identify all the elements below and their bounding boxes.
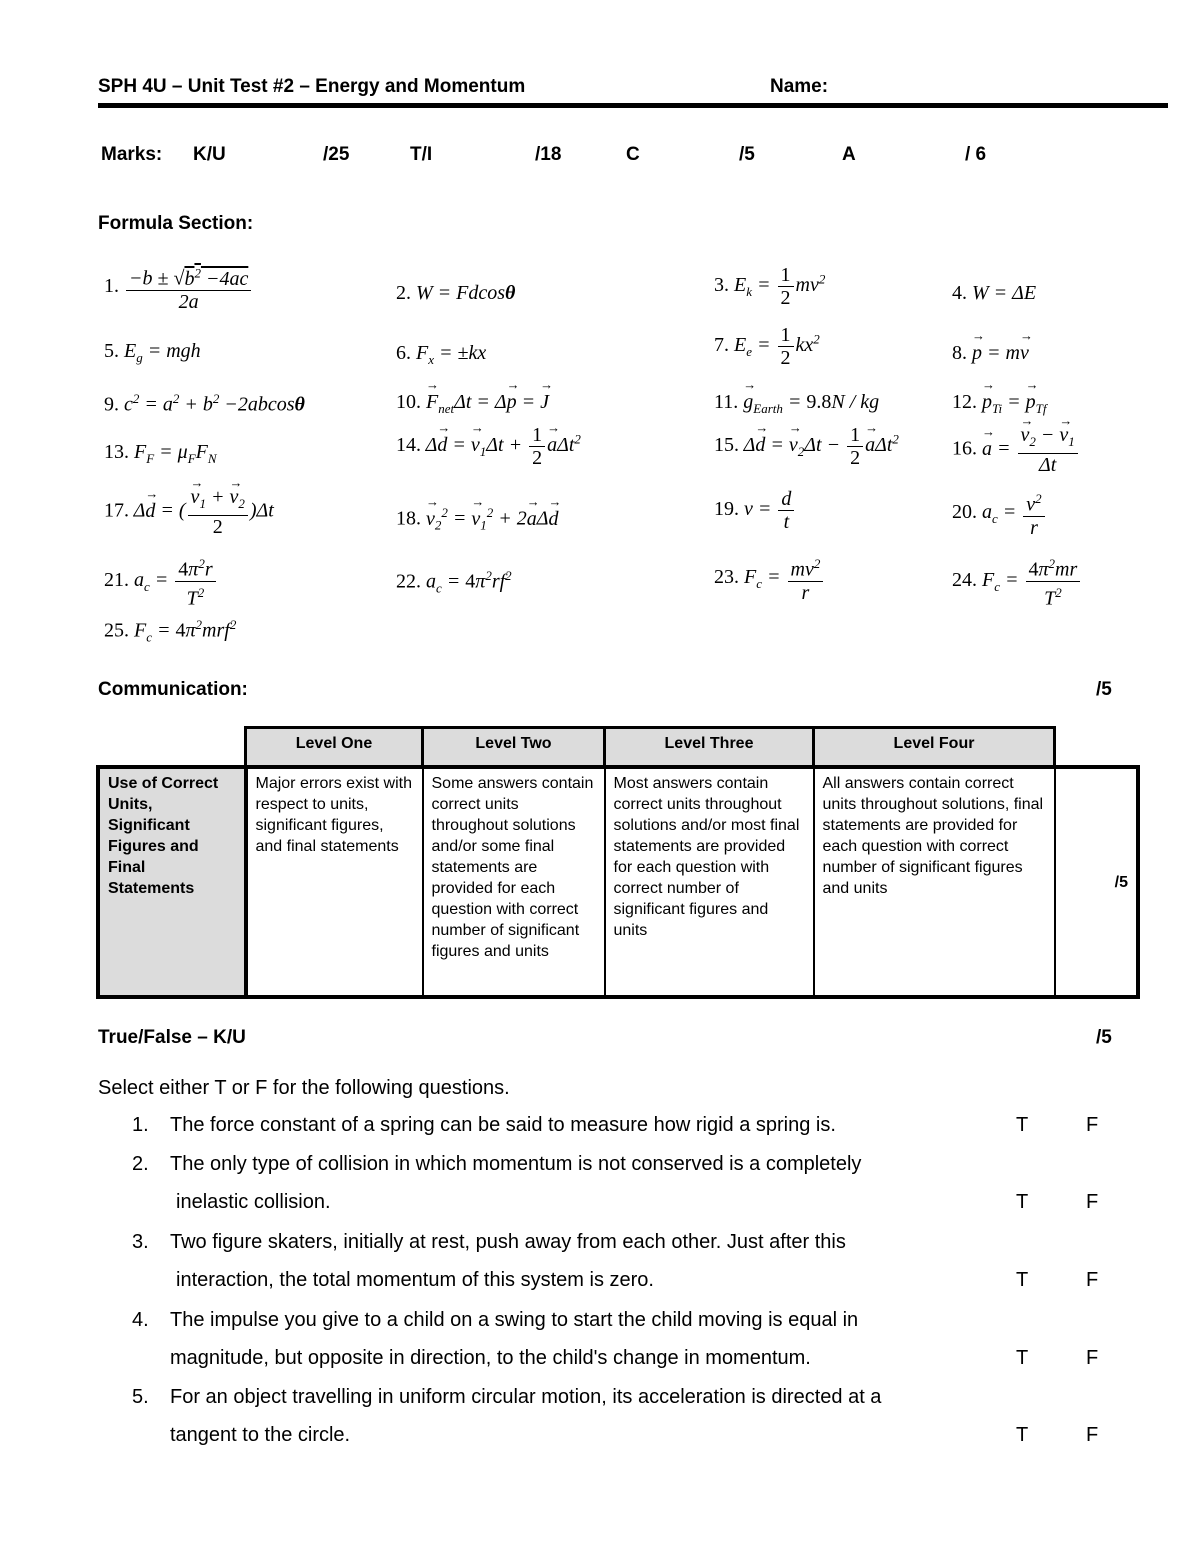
formula-number: 17. xyxy=(104,499,129,522)
formula-13: 13. $F_F = \mu_FF_N$ xyxy=(104,441,217,466)
communication-total: /5 xyxy=(1096,679,1112,700)
formula-3: 3. $E_k$ = $\frac{1}{2}$ $mv^2$ xyxy=(714,264,826,309)
formula-number: 4. xyxy=(952,282,967,304)
true-option[interactable]: T xyxy=(1016,1269,1029,1291)
true-option[interactable]: T xyxy=(1016,1347,1029,1369)
formula-heading: Formula Section: xyxy=(98,213,254,234)
rubric-descriptor-four: All answers contain correct units throughout solutions, final statements are provided for each question with correct number of significant figures and units xyxy=(814,767,1055,997)
communication-rubric xyxy=(96,726,1140,999)
question-text-continued: tangent to the circle. xyxy=(170,1424,351,1446)
formula-18: 18. $v \to_2^2 = v \to_1^2 + 2a \to\Delta d$ → xyxy=(396,505,559,534)
communication-heading: Communication: xyxy=(98,679,248,700)
question-text-continued: interaction, the total momentum of this system is zero. xyxy=(176,1269,654,1291)
formula-number: 15. xyxy=(714,434,739,457)
question-text: Two figure skaters, initially at rest, push away from each other. Just after this xyxy=(170,1231,846,1253)
formula-5: 5. $E_g$ = mgh xyxy=(104,340,201,365)
question-text: The force constant of a spring can be said to measure how rigid a spring is. xyxy=(170,1114,836,1136)
formula-number: 8. xyxy=(952,342,967,364)
question-number: 4. xyxy=(132,1309,149,1331)
formula-22: 22. $a_c = 4\pi^2rf^2$ xyxy=(396,568,512,596)
false-option[interactable]: F xyxy=(1086,1347,1099,1369)
question-text: The impulse you give to a child on a swing to start the child moving is equal in xyxy=(170,1309,859,1331)
rubric-level-one: Level One xyxy=(246,728,423,768)
rubric-level-two: Level Two xyxy=(423,728,605,768)
formula-number: 25. xyxy=(104,619,129,642)
question-number: 2. xyxy=(132,1153,149,1175)
formula-1: 1. $\frac{-b \pm √b^2 -4ac}{2a}$ xyxy=(104,262,253,313)
page-title: SPH 4U – Unit Test #2 – Energy and Momentum xyxy=(98,76,526,97)
formula-20: 20. $a_c$ = $\frac{v^2}{r}$ xyxy=(952,488,1047,539)
rubric-level-three: Level Three xyxy=(605,728,814,768)
formula-2: 2. W = Fdcosθ xyxy=(396,282,516,304)
name-label: Name: xyxy=(770,76,829,97)
formula-number: 5. xyxy=(104,340,119,362)
formula-number: 6. xyxy=(396,342,411,364)
true-option[interactable]: T xyxy=(1016,1424,1029,1446)
formula-14: 14. Δd → = $v \to_1\Delta t$ + $\frac{1}{2}$ $a \to\Delta t^2$ xyxy=(396,424,581,469)
formula-11: 11. $g \to_{Earth} = 9.8N$ / kg xyxy=(714,391,879,417)
rubric-descriptor-one: Major errors exist with respect to units, significant figures, and final statements xyxy=(246,767,423,997)
question-number: 5. xyxy=(132,1386,149,1408)
formula-number: 12. xyxy=(952,391,977,413)
formula-number: 1. xyxy=(104,274,119,297)
formula-number: 14. xyxy=(396,434,421,457)
formula-number: 13. xyxy=(104,441,129,463)
formula-number: 24. xyxy=(952,568,977,591)
formula-number: 23. xyxy=(714,565,739,588)
marks-label: Marks: xyxy=(101,144,163,165)
question-number: 3. xyxy=(132,1231,149,1253)
true-option[interactable]: T xyxy=(1016,1114,1029,1136)
formula-17: 17. Δd → = ( $\frac{v \to_1 + v \to_2}{2}$ )Δt xyxy=(104,486,274,538)
formula-number: 22. xyxy=(396,570,421,593)
formula-number: 18. xyxy=(396,507,421,530)
formula-number: 9. xyxy=(104,393,119,416)
false-option[interactable]: F xyxy=(1086,1269,1099,1291)
formula-21: 21. $a_c$ = $\frac{4\pi^2r}{T^2}$ xyxy=(104,553,218,609)
marks-a-total: / 6 xyxy=(965,144,987,165)
formula-number: 3. xyxy=(714,274,729,297)
formula-number: 16. xyxy=(952,437,977,460)
question-text: The only type of collision in which momentum is not conserved is a completely xyxy=(170,1153,862,1175)
formula-8: 8. p → = mv → xyxy=(952,342,1029,365)
rubric-descriptor-two: Some answers contain correct units throughout solutions and/or some final statements are provided for each question with correct number of significant figures and units xyxy=(423,767,605,997)
formula-7: 7. $E_e$ = $\frac{1}{2}$ $kx^2$ xyxy=(714,324,820,369)
rubric-level-four: Level Four xyxy=(814,728,1055,768)
formula-number: 2. xyxy=(396,282,411,304)
rubric-row-total: /5 xyxy=(1055,767,1139,997)
marks-ku-label: K/U xyxy=(193,144,226,165)
question-number: 1. xyxy=(132,1114,149,1136)
formula-number: 21. xyxy=(104,568,129,591)
question-text: For an object travelling in uniform circular motion, its acceleration is directed at a xyxy=(170,1386,882,1408)
true-false-instruction: Select either T or F for the following questions. xyxy=(98,1077,510,1099)
true-false-total: /5 xyxy=(1096,1027,1112,1048)
question-text-continued: magnitude, but opposite in direction, to the child's change in momentum. xyxy=(170,1347,811,1369)
formula-23: 23. $F_c$ = $\frac{mv^2}{r}$ xyxy=(714,553,825,604)
formula-10: 10. $F \to_{net}\Delta t = \Delta p$ → = J → xyxy=(396,391,549,417)
formula-12: 12. $p \to_{Ti} = p \to_{Tf}$ xyxy=(952,391,1046,417)
marks-ti-total: /18 xyxy=(535,144,562,165)
true-false-heading: True/False – K/U xyxy=(98,1027,246,1048)
formula-4: 4. W = ΔE xyxy=(952,282,1037,304)
rubric-descriptor-three: Most answers contain correct units throughout solutions and/or most final statements are provided for each question with correct number of significant figures and units xyxy=(605,767,814,997)
formula-25: 25. $F_c = 4\pi^2mrf^2$ xyxy=(104,617,237,645)
formula-number: 20. xyxy=(952,500,977,523)
formula-24: 24. $F_c$ = $\frac{4\pi^2mr}{T^2}$ xyxy=(952,553,1082,609)
marks-c-label: C xyxy=(626,144,640,165)
false-option[interactable]: F xyxy=(1086,1424,1099,1446)
marks-ku-total: /25 xyxy=(323,144,350,165)
formula-number: 7. xyxy=(714,334,729,357)
formula-number: 11. xyxy=(714,391,739,413)
false-option[interactable]: F xyxy=(1086,1114,1099,1136)
question-text-continued: inelastic collision. xyxy=(176,1191,331,1213)
rubric-criterion: Use of Correct Units, Significant Figures and Final Statements xyxy=(98,767,246,997)
marks-c-total: /5 xyxy=(739,144,755,165)
marks-a-label: A xyxy=(842,144,856,165)
header-rule xyxy=(98,103,1168,108)
formula-number: 19. xyxy=(714,498,739,521)
true-option[interactable]: T xyxy=(1016,1191,1029,1213)
formula-9: 9. $c^2 = a^2 + b^2 -2abcos\theta$ xyxy=(104,391,305,416)
formula-number: 10. xyxy=(396,391,421,413)
false-option[interactable]: F xyxy=(1086,1191,1099,1213)
formula-6: 6. $F_x = \pm kx$ xyxy=(396,342,487,367)
marks-ti-label: T/I xyxy=(410,144,433,165)
formula-16: 16. a → = $\frac{v \to_2 - v \to_1}{\Delta t}$ xyxy=(952,424,1080,476)
formula-19: 19. v = $\frac{d}{t}$ xyxy=(714,488,796,533)
formula-15: 15. Δd → = $v \to_2\Delta t$ − $\frac{1}{2}$ $a \to\Delta t^2$ xyxy=(714,424,899,469)
